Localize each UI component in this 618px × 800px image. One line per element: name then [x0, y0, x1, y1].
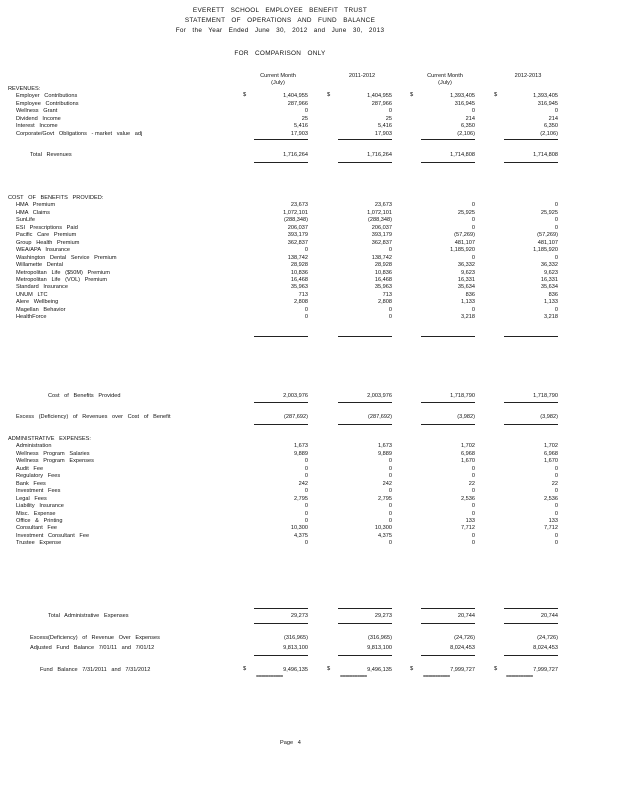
line-item-label: Metropolitan Life ($50M) Premium: [16, 269, 110, 276]
line-item-value: 1,133: [461, 299, 475, 306]
line-item-value: 0: [388, 510, 392, 517]
line-item-value: 0: [388, 314, 392, 321]
line-item-label: Employer Contributions: [16, 93, 78, 100]
subtotal-rule: [338, 402, 392, 403]
line-item-value: 0: [304, 306, 308, 313]
line-item-label: Metropolitan Life (VOL) Premium: [16, 276, 108, 283]
adjusted-fund-value: 8,024,453: [533, 645, 558, 651]
fund-balance-value: 7,999,727: [533, 667, 558, 673]
total-admin-value: 29,273: [290, 613, 308, 619]
line-item-label: HealthForce: [16, 314, 47, 321]
line-item-value: 1,393,405: [450, 93, 475, 100]
line-item-value: 1,404,955: [367, 93, 392, 100]
line-item-value: 4,375: [378, 532, 392, 539]
line-item-value: 0: [304, 503, 308, 510]
line-item-value: 7,712: [544, 525, 558, 532]
line-item-label: Trustee Expense: [16, 540, 62, 547]
line-item-value: 9,623: [461, 269, 475, 276]
line-item-value: 0: [304, 488, 308, 495]
line-item-value: 0: [304, 314, 308, 321]
line-item-value: (288,348): [368, 217, 392, 224]
column-header-sub: (July): [271, 80, 285, 86]
line-item-value: 0: [554, 488, 558, 495]
line-item-value: 287,966: [371, 100, 392, 107]
line-item-value: 6,968: [544, 450, 558, 457]
dollar-sign: $: [243, 666, 247, 672]
line-item-value: 1,072,101: [283, 209, 308, 216]
adjusted-fund-value: 9,813,100: [367, 645, 392, 651]
line-item-value: 0: [304, 108, 308, 115]
line-item-label: Dividend Income: [16, 115, 61, 122]
total-admin-value: 20,744: [540, 613, 558, 619]
line-item-value: 0: [554, 465, 558, 472]
subtotal-rule: [338, 424, 392, 425]
line-item-value: 3,218: [461, 314, 475, 321]
subtotal-rule: [338, 162, 392, 163]
line-item-value: 0: [388, 517, 392, 524]
column-header: Current Month: [427, 73, 463, 79]
line-item-value: 16,331: [457, 276, 475, 283]
line-item-value: 214: [465, 115, 475, 122]
line-item-value: 133: [548, 517, 558, 524]
line-item-value: 0: [554, 510, 558, 517]
line-item-value: 2,795: [294, 495, 308, 502]
line-item-value: 1,702: [544, 443, 558, 450]
total-admin-label: Total Administrative Expenses: [48, 613, 129, 619]
line-item-value: 1,673: [294, 443, 308, 450]
subtotal-rule: [254, 623, 308, 624]
line-item-value: 6,350: [544, 123, 558, 130]
line-item-value: 25,925: [457, 209, 475, 216]
subtotal-rule: [421, 402, 475, 403]
section-title-revenues: REVENUES:: [8, 86, 41, 92]
line-item-label: Liability Insurance: [16, 503, 64, 510]
line-item-value: 2,536: [461, 495, 475, 502]
subtotal-rule: [421, 424, 475, 425]
line-item-value: 0: [304, 473, 308, 480]
total-admin-value: 20,744: [457, 613, 475, 619]
line-item-value: 1,185,920: [450, 247, 475, 254]
line-item-value: 0: [554, 473, 558, 480]
line-item-value: 0: [388, 247, 392, 254]
line-item-value: 1,185,920: [533, 247, 558, 254]
subtotal-rule: [254, 139, 308, 140]
dollar-sign: $: [243, 92, 247, 99]
line-item-value: 16,331: [540, 276, 558, 283]
subtotal-rule: [254, 608, 308, 609]
subtotal-rule: [504, 655, 558, 656]
cost-of-benefits-value: 1,718,790: [450, 393, 475, 399]
line-item-value: 7,712: [461, 525, 475, 532]
subtotal-rule: [338, 608, 392, 609]
line-item-value: 1,670: [544, 458, 558, 465]
dollar-sign: $: [327, 92, 331, 99]
line-item-value: 28,928: [290, 262, 308, 269]
fund-balance-label: Fund Balance 7/31/2011 and 7/31/2012: [40, 667, 151, 673]
line-item-value: 0: [471, 488, 475, 495]
line-item-value: 10,300: [290, 525, 308, 532]
line-item-value: 22: [468, 480, 475, 487]
line-item-value: 0: [554, 108, 558, 115]
line-item-value: 9,889: [378, 450, 392, 457]
line-item-value: (57,269): [454, 232, 475, 239]
subtotal-rule: [338, 139, 392, 140]
column-header: 2012-2013: [514, 73, 542, 79]
line-item-value: 393,179: [371, 232, 392, 239]
page-number: Page 4: [280, 740, 301, 746]
line-item-value: 9,623: [544, 269, 558, 276]
subtotal-rule: [254, 424, 308, 425]
line-item-value: 28,928: [374, 262, 392, 269]
line-item-label: Group Health Premium: [16, 239, 80, 246]
line-item-label: Bank Fees: [16, 480, 46, 487]
line-item-value: 362,837: [287, 239, 308, 246]
subtotal-rule: [421, 623, 475, 624]
line-item-value: 16,468: [374, 276, 392, 283]
line-item-value: 836: [548, 291, 558, 298]
cost-of-benefits-label: Cost of Benefits Provided: [48, 393, 121, 399]
line-item-value: 2,536: [544, 495, 558, 502]
line-item-label: Consultant Fee: [16, 525, 58, 532]
section-title-costs: COST OF BENEFITS PROVIDED:: [8, 195, 104, 201]
line-item-value: 35,963: [374, 284, 392, 291]
subtotal-rule: [421, 655, 475, 656]
line-item-value: 6,350: [461, 123, 475, 130]
excess-revenues-value: (287,692): [284, 414, 308, 420]
column-header-sub: (July): [438, 80, 452, 86]
line-item-label: Regulatory Fees: [16, 473, 61, 480]
line-item-value: 22: [551, 480, 558, 487]
line-item-label: UNUM LTC: [16, 291, 48, 298]
line-item-value: 2,808: [378, 299, 392, 306]
dollar-sign: $: [494, 92, 498, 99]
dollar-sign: $: [494, 666, 498, 672]
subtotal-rule: [421, 336, 475, 337]
total-revenues-value: 1,716,264: [367, 152, 392, 159]
line-item-label: Alere Wellbeing: [16, 299, 59, 306]
line-item-label: HMA Claims: [16, 209, 50, 216]
line-item-value: 0: [554, 503, 558, 510]
line-item-label: ESI Prescriptions Paid: [16, 224, 78, 231]
excess-revenues-label: Excess (Deficiency) of Revenues over Cost of Benefit: [16, 414, 171, 420]
line-item-label: WEA/APA Insurance: [16, 247, 70, 254]
line-item-value: 2,795: [378, 495, 392, 502]
line-item-value: 5,416: [294, 123, 308, 130]
line-item-value: 1,670: [461, 458, 475, 465]
double-rule: ===========: [340, 674, 367, 680]
line-item-value: (2,106): [540, 130, 558, 137]
line-item-value: 4,375: [294, 532, 308, 539]
line-item-label: Employee Contributions: [16, 100, 79, 107]
line-item-value: 0: [554, 532, 558, 539]
line-item-label: SunLife: [16, 217, 35, 224]
subtotal-rule: [504, 402, 558, 403]
line-item-value: 316,945: [454, 100, 475, 107]
double-rule: ===========: [256, 674, 283, 680]
line-item-value: 0: [388, 108, 392, 115]
line-item-label: Corporate/Govt Obligations - market value adj: [16, 130, 143, 137]
excess-expenses-label: Excess(Deficiency) of Revenue Over Expenses: [30, 635, 160, 641]
subtotal-rule: [504, 608, 558, 609]
line-item-value: 362,837: [371, 239, 392, 246]
line-item-value: 0: [471, 473, 475, 480]
line-item-value: 316,945: [537, 100, 558, 107]
line-item-value: 0: [554, 224, 558, 231]
line-item-value: 0: [471, 217, 475, 224]
line-item-value: 0: [388, 503, 392, 510]
line-item-value: 206,037: [287, 224, 308, 231]
line-item-value: 23,673: [374, 202, 392, 209]
line-item-value: 10,300: [374, 525, 392, 532]
line-item-value: 10,836: [290, 269, 308, 276]
line-item-label: Misc. Expense: [16, 510, 56, 517]
line-item-value: 5,416: [378, 123, 392, 130]
line-item-value: 0: [304, 465, 308, 472]
line-item-value: 0: [554, 306, 558, 313]
line-item-value: 0: [388, 488, 392, 495]
line-item-label: Willamette Dental: [16, 262, 63, 269]
line-item-value: 242: [382, 480, 392, 487]
dollar-sign: $: [410, 92, 414, 99]
double-rule: ===========: [423, 674, 450, 680]
line-item-value: 25: [385, 115, 392, 122]
subtotal-rule: [504, 336, 558, 337]
line-item-value: 0: [471, 532, 475, 539]
line-item-value: 0: [471, 465, 475, 472]
line-item-value: 0: [471, 540, 475, 547]
line-item-value: 0: [471, 510, 475, 517]
line-item-value: 0: [304, 458, 308, 465]
line-item-value: 17,903: [374, 130, 392, 137]
line-item-value: 0: [304, 247, 308, 254]
line-item-value: 0: [554, 202, 558, 209]
line-item-value: 36,332: [540, 262, 558, 269]
subtotal-rule: [254, 655, 308, 656]
line-item-value: 23,673: [290, 202, 308, 209]
line-item-value: 35,634: [457, 284, 475, 291]
line-item-value: 6,968: [461, 450, 475, 457]
fund-balance-value: 7,999,727: [450, 667, 475, 673]
subtotal-rule: [338, 336, 392, 337]
dollar-sign: $: [410, 666, 414, 672]
line-item-value: 0: [471, 224, 475, 231]
line-item-value: 3,218: [544, 314, 558, 321]
cost-of-benefits-value: 2,003,976: [283, 393, 308, 399]
fund-balance-value: 9,496,135: [283, 667, 308, 673]
line-item-label: Legal Fees: [16, 495, 47, 502]
line-item-value: 393,179: [287, 232, 308, 239]
line-item-value: 0: [304, 517, 308, 524]
line-item-value: (2,106): [457, 130, 475, 137]
line-item-label: Wellness Program Expenses: [16, 458, 94, 465]
line-item-value: 0: [471, 503, 475, 510]
line-item-value: 1,393,405: [533, 93, 558, 100]
line-item-value: 0: [554, 217, 558, 224]
dollar-sign: $: [327, 666, 331, 672]
excess-expenses-value: (316,965): [368, 635, 392, 641]
total-revenues-value: 1,716,264: [283, 152, 308, 159]
report-title-line2: STATEMENT OF OPERATIONS AND FUND BALANCE: [184, 17, 376, 24]
line-item-label: Investment Fees: [16, 488, 61, 495]
excess-expenses-value: (316,965): [284, 635, 308, 641]
total-revenues-value: 1,714,808: [450, 152, 475, 159]
line-item-value: 713: [298, 291, 308, 298]
line-item-value: 35,634: [540, 284, 558, 291]
line-item-value: 0: [471, 254, 475, 261]
line-item-label: Investment Consultant Fee: [16, 532, 90, 539]
report-title-line3: For the Year Ended June 30, 2012 and June 30, 2013: [175, 27, 385, 34]
line-item-label: Pacific Care Premium: [16, 232, 77, 239]
subtotal-rule: [504, 162, 558, 163]
line-item-value: 1,404,955: [283, 93, 308, 100]
line-item-value: 0: [388, 306, 392, 313]
line-item-value: (57,269): [537, 232, 558, 239]
line-item-value: 481,107: [537, 239, 558, 246]
line-item-value: 17,903: [290, 130, 308, 137]
line-item-value: 0: [388, 540, 392, 547]
subtotal-rule: [504, 623, 558, 624]
excess-revenues-value: (3,982): [457, 414, 475, 420]
column-header: 2011-2012: [348, 73, 376, 79]
line-item-value: 242: [298, 480, 308, 487]
line-item-value: 713: [382, 291, 392, 298]
line-item-label: Interest Income: [16, 123, 58, 130]
line-item-value: 0: [388, 458, 392, 465]
line-item-label: Office & Printing: [16, 517, 63, 524]
comparison-note: FOR COMPARISON ONLY: [234, 50, 326, 57]
line-item-value: 16,468: [290, 276, 308, 283]
line-item-value: 9,889: [294, 450, 308, 457]
subtotal-rule: [504, 139, 558, 140]
double-rule: ===========: [506, 674, 533, 680]
adjusted-fund-label: Adjusted Fund Balance 7/01/11 and 7/01/12: [30, 645, 155, 651]
line-item-value: 2,808: [294, 299, 308, 306]
line-item-value: 214: [548, 115, 558, 122]
excess-revenues-value: (3,982): [540, 414, 558, 420]
excess-expenses-value: (24,726): [537, 635, 558, 641]
line-item-value: 138,742: [287, 254, 308, 261]
line-item-value: 35,963: [290, 284, 308, 291]
line-item-value: (288,348): [284, 217, 308, 224]
line-item-value: 25: [301, 115, 308, 122]
total-revenues-value: 1,714,808: [533, 152, 558, 159]
subtotal-rule: [254, 162, 308, 163]
line-item-label: Audit Fee: [16, 465, 44, 472]
excess-expenses-value: (24,726): [454, 635, 475, 641]
line-item-label: Wellness Program Salaries: [16, 450, 90, 457]
subtotal-rule: [504, 424, 558, 425]
subtotal-rule: [254, 336, 308, 337]
subtotal-rule: [338, 623, 392, 624]
cost-of-benefits-value: 2,003,976: [367, 393, 392, 399]
line-item-value: 0: [388, 465, 392, 472]
line-item-value: 10,836: [374, 269, 392, 276]
line-item-value: 0: [471, 306, 475, 313]
line-item-value: 0: [554, 254, 558, 261]
line-item-value: 138,742: [371, 254, 392, 261]
line-item-label: Magellan Behavior: [16, 306, 66, 313]
section-title-admin: ADMINISTRATIVE EXPENSES:: [8, 436, 91, 442]
line-item-label: Administration: [16, 443, 52, 450]
line-item-value: 133: [465, 517, 475, 524]
cost-of-benefits-value: 1,718,790: [533, 393, 558, 399]
line-item-value: 1,673: [378, 443, 392, 450]
report-title-line1: EVERETT SCHOOL EMPLOYEE BENEFIT TRUST: [192, 7, 368, 14]
line-item-label: Wellness Grant: [16, 108, 58, 115]
line-item-value: 25,925: [540, 209, 558, 216]
line-item-value: 0: [471, 202, 475, 209]
subtotal-rule: [421, 162, 475, 163]
line-item-value: 206,037: [371, 224, 392, 231]
line-item-value: 0: [388, 473, 392, 480]
adjusted-fund-value: 8,024,453: [450, 645, 475, 651]
excess-revenues-value: (287,692): [368, 414, 392, 420]
fund-balance-value: 9,496,135: [367, 667, 392, 673]
total-revenues-label: Total Revenues: [30, 152, 72, 159]
line-item-value: 1,133: [544, 299, 558, 306]
column-header: Current Month: [260, 73, 296, 79]
line-item-value: 481,107: [454, 239, 475, 246]
line-item-value: 0: [554, 540, 558, 547]
line-item-value: 0: [304, 540, 308, 547]
subtotal-rule: [421, 139, 475, 140]
line-item-value: 0: [471, 108, 475, 115]
line-item-label: HMA Premium: [16, 202, 56, 209]
subtotal-rule: [421, 608, 475, 609]
line-item-value: 287,966: [287, 100, 308, 107]
line-item-value: 36,332: [457, 262, 475, 269]
adjusted-fund-value: 9,813,100: [283, 645, 308, 651]
line-item-value: 1,702: [461, 443, 475, 450]
line-item-label: Standard Insurance: [16, 284, 68, 291]
total-admin-value: 29,273: [374, 613, 392, 619]
line-item-value: 1,072,101: [367, 209, 392, 216]
line-item-label: Washington Dental Service Premium: [16, 254, 117, 261]
line-item-value: 0: [304, 510, 308, 517]
line-item-value: 836: [465, 291, 475, 298]
subtotal-rule: [254, 402, 308, 403]
subtotal-rule: [338, 655, 392, 656]
